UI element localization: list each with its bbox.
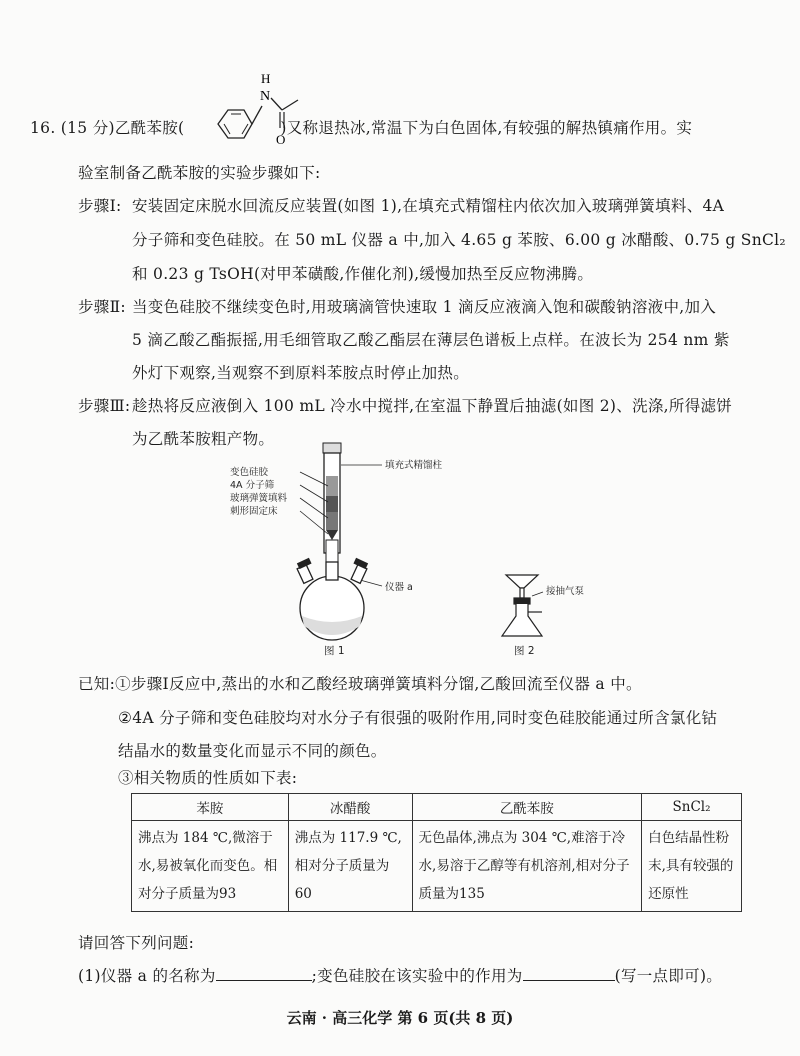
known-intro: 已知: [78, 675, 116, 693]
intro-line: 验室制备乙酰苯胺的实验步骤如下: [78, 164, 321, 182]
known-item2-line2: 结晶水的数量变化而显示不同的颜色。 [118, 742, 387, 760]
caption-figure2: 图 2 [514, 645, 535, 657]
question-title-prefix: 乙酰苯胺( [114, 119, 185, 137]
step1-line1: 安装固定床脱水回流反应装置(如图 1),在填充式精馏柱内依次加入玻璃弹簧填料、4A [132, 197, 725, 215]
table-header-row [132, 794, 742, 821]
table-header: 冰醋酸 [288, 794, 412, 821]
table-cell: 沸点为 117.9 ℃,相对分子质量为60 [288, 821, 412, 912]
table-header: 乙酰苯胺 [412, 794, 642, 821]
question-points: (15 分) [60, 119, 115, 137]
step2-label: 步骤Ⅱ: [78, 298, 126, 316]
q1-part1: (1)仪器 a 的名称为 [78, 967, 216, 985]
three-neck-flask [297, 559, 367, 640]
n-atom: N [260, 89, 271, 104]
step3-label: 步骤Ⅲ: [78, 397, 131, 415]
table-header: SnCl₂ [642, 794, 742, 821]
benzene-double-bond [224, 124, 230, 134]
table-cell: 沸点为 184 ℃,微溶于水,易被氧化而变色。相对分子质量为93 [132, 821, 289, 912]
table-row [132, 821, 742, 912]
page-footer: 云南 · 高三化学 第 6 页(共 8 页) [286, 1009, 514, 1027]
label-4a-sieve: 4A 分子筛 [230, 480, 275, 491]
caption-figure1: 图 1 [324, 645, 345, 657]
step1-label: 步骤Ⅰ: [78, 197, 122, 215]
question-title-suffix: )又称退热冰,常温下为白色固体,有较强的解热镇痛作用。实 [280, 119, 693, 137]
questions-intro: 请回答下列问题: [78, 934, 195, 952]
bond-methyl [282, 100, 298, 110]
known-item1-text: ①步骤Ⅰ反应中,蒸出的水和乙酸经玻璃弹簧填料分馏,乙酸回流至仪器 a 中。 [115, 675, 642, 693]
sieve-layer [326, 496, 338, 512]
step3-line2: 为乙酰苯胺粗产物。 [132, 430, 275, 448]
label-silica-gel: 变色硅胶 [230, 467, 269, 478]
step2-line3: 外灯下观察,当观察不到原料苯胺点时停止加热。 [132, 364, 470, 382]
step1-line3: 和 0.23 g TsOH(对甲苯磺酸,作催化剂),缓慢加热至反应物沸腾。 [132, 265, 594, 283]
known-item2-line1: ②4A 分子筛和变色硅胶均对水分子有很强的吸附作用,同时变色硅胶能通过所含氯化钴 [118, 709, 718, 727]
step2-line2: 5 滴乙酸乙酯振摇,用毛细管取乙酸乙酯层在薄层色谱板上点样。在波长为 254 nm 紫 [132, 331, 730, 349]
bond-ring-n [252, 106, 262, 124]
step1-line2: 分子筛和变色硅胶。在 50 mL 仪器 a 中,加入 4.65 g 苯胺、6.00 g 冰醋酸、0.75 g SnCl₂ [132, 231, 786, 249]
q1-part2: ;变色硅胶在该实验中的作用为 [311, 967, 523, 985]
leader-lines [300, 465, 382, 586]
step3-line1: 趁热将反应液倒入 100 mL 冷水中搅拌,在室温下静置后抽滤(如图 2)、洗涤,所得滤饼 [132, 397, 733, 415]
table-cell: 白色结晶性粉末,具有较强的还原性 [642, 821, 742, 912]
table-header: 苯胺 [132, 794, 289, 821]
known-item1 [78, 672, 642, 694]
step2-line1: 当变色硅胶不继续变色时,用玻璃滴管快速取 1 滴反应液滴入饱和碳酸钠溶液中,加入 [132, 298, 717, 316]
distillation-column [323, 443, 341, 562]
question-number: 16. [30, 119, 56, 137]
table-cell: 无色晶体,沸点为 304 ℃,难溶于冷水,易溶于乙醇等有机溶剂,相对分子质量为135 [412, 821, 642, 912]
acetanilide-structure [204, 66, 304, 148]
question-title [30, 116, 692, 138]
label-pump: 接抽气泵 [546, 586, 585, 597]
label-spring-packing: 玻璃弹簧填料 [230, 493, 288, 504]
label-flask: 仪器 a [385, 582, 413, 593]
answer-blank-2[interactable] [523, 964, 615, 981]
properties-table [131, 793, 742, 912]
label-fixed-bed: 刺形固定床 [230, 506, 278, 517]
suction-flask [502, 575, 542, 636]
h-atom: H [261, 71, 271, 86]
q1-part3: (写一点即可)。 [614, 967, 723, 985]
known-item3: ③相关物质的性质如下表: [118, 769, 298, 787]
spring-packing-layer [326, 512, 338, 530]
apparatus-figure [220, 440, 620, 665]
bond-n-c [271, 98, 282, 110]
question-1 [78, 964, 722, 986]
o-atom: O [276, 132, 286, 147]
answer-blank-1[interactable] [216, 964, 312, 981]
label-column: 填充式精馏柱 [385, 460, 443, 471]
